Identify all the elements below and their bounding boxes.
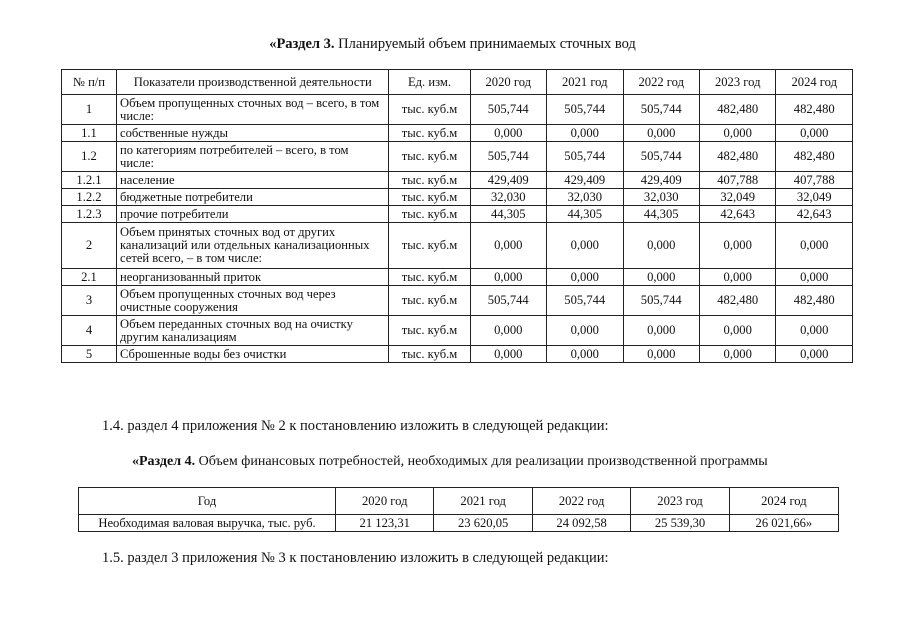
col-header-2021: 2021 год: [547, 70, 623, 95]
row-number: 1.2.1: [62, 172, 117, 189]
table-row: [62, 189, 853, 206]
wastewater-volume-table: [61, 69, 853, 363]
col-header-2022: 2022 год: [532, 488, 630, 515]
financial-needs-table: [78, 487, 839, 532]
section3-title-text: Планируемый объем принимаемых сточных вод: [334, 36, 636, 52]
row-number: 1.2.3: [62, 206, 117, 223]
cell-2024: 42,643: [776, 206, 853, 223]
cell-2022: 0,000: [623, 346, 699, 363]
cell-2022: 24 092,58: [532, 515, 630, 532]
row-unit: тыс. куб.м: [389, 286, 470, 316]
row-unit: тыс. куб.м: [389, 125, 470, 142]
cell-2023: 482,480: [699, 286, 775, 316]
row-indicator: Объем пропущенных сточных вод через очистные сооружения: [116, 286, 388, 316]
cell-2023: 0,000: [699, 269, 775, 286]
cell-2020: 505,744: [470, 142, 546, 172]
cell-2021: 0,000: [547, 316, 623, 346]
col-header-num: № п/п: [62, 70, 117, 95]
row-indicator: Объем пропущенных сточных вод – всего, в том числе:: [116, 95, 388, 125]
col-header-2020: 2020 год: [336, 488, 434, 515]
col-header-2021: 2021 год: [434, 488, 532, 515]
table-row: [62, 286, 853, 316]
cell-2021: 429,409: [547, 172, 623, 189]
section4-title-bold: «Раздел 4.: [132, 454, 196, 469]
col-header-2022: 2022 год: [623, 70, 699, 95]
col-header-year: Год: [79, 488, 336, 515]
section4-title: [132, 454, 768, 470]
row-number: 4: [62, 316, 117, 346]
row-unit: тыс. куб.м: [389, 206, 470, 223]
col-header-indicator: Показатели производственной деятельности: [116, 70, 388, 95]
row-unit: тыс. куб.м: [389, 316, 470, 346]
cell-2021: 0,000: [547, 346, 623, 363]
table-row: [62, 346, 853, 363]
cell-2022: 0,000: [623, 269, 699, 286]
cell-2021: 0,000: [547, 269, 623, 286]
cell-2023: 0,000: [699, 223, 775, 269]
cell-2024: 0,000: [776, 316, 853, 346]
row-unit: тыс. куб.м: [389, 189, 470, 206]
cell-2020: 44,305: [470, 206, 546, 223]
cell-2020: 0,000: [470, 125, 546, 142]
cell-2022: 0,000: [623, 125, 699, 142]
col-header-2023: 2023 год: [631, 488, 729, 515]
row-indicator: собственные нужды: [116, 125, 388, 142]
row-unit: тыс. куб.м: [389, 223, 470, 269]
cell-2022: 0,000: [623, 316, 699, 346]
cell-2022: 44,305: [623, 206, 699, 223]
row-indicator: по категориям потребителей – всего, в том числе:: [116, 142, 388, 172]
cell-2023: 25 539,30: [631, 515, 729, 532]
cell-2024: 32,049: [776, 189, 853, 206]
cell-2022: 505,744: [623, 286, 699, 316]
cell-2023: 32,049: [699, 189, 775, 206]
section4-title-text: Объем финансовых потребностей, необходимых для реализации производственной программы: [195, 454, 768, 469]
col-header-unit: Ед. изм.: [389, 70, 470, 95]
row-number: 5: [62, 346, 117, 363]
cell-2021: 505,744: [547, 142, 623, 172]
table-row: [62, 206, 853, 223]
cell-2024: 482,480: [776, 286, 853, 316]
table-row: [62, 125, 853, 142]
cell-2023: 0,000: [699, 316, 775, 346]
table-row: [62, 95, 853, 125]
cell-2020: 0,000: [470, 269, 546, 286]
table-row: [62, 172, 853, 189]
cell-2024: 482,480: [776, 95, 853, 125]
row-number: 3: [62, 286, 117, 316]
row-indicator: Объем переданных сточных вод на очистку другим канализациям: [116, 316, 388, 346]
cell-2022: 429,409: [623, 172, 699, 189]
cell-2020: 21 123,31: [336, 515, 434, 532]
cell-2020: 505,744: [470, 95, 546, 125]
table-row: [62, 269, 853, 286]
table-row: [62, 142, 853, 172]
cell-2024: 407,788: [776, 172, 853, 189]
row-indicator: Сброшенные воды без очистки: [116, 346, 388, 363]
section3-title: [0, 36, 905, 53]
table-row: [62, 223, 853, 269]
row-number: 1.2.2: [62, 189, 117, 206]
cell-2024: 0,000: [776, 269, 853, 286]
cell-2021: 0,000: [547, 125, 623, 142]
cell-2022: 32,030: [623, 189, 699, 206]
cell-2022: 505,744: [623, 95, 699, 125]
table-header-row: [62, 70, 853, 95]
cell-2024: 482,480: [776, 142, 853, 172]
cell-2023: 0,000: [699, 346, 775, 363]
row-number: 2.1: [62, 269, 117, 286]
row-indicator: бюджетные потребители: [116, 189, 388, 206]
table-header-row: [79, 488, 839, 515]
row-unit: тыс. куб.м: [389, 269, 470, 286]
row-number: 1.1: [62, 125, 117, 142]
cell-2021: 505,744: [547, 95, 623, 125]
col-header-2023: 2023 год: [699, 70, 775, 95]
cell-2020: 0,000: [470, 223, 546, 269]
cell-2024: 0,000: [776, 346, 853, 363]
cell-2020: 0,000: [470, 316, 546, 346]
cell-2020: 505,744: [470, 286, 546, 316]
row-indicator: Объем принятых сточных вод от других канализаций или отдельных канализационных сетей всего, – в том числе:: [116, 223, 388, 269]
row-label-revenue: Необходимая валовая выручка, тыс. руб.: [79, 515, 336, 532]
row-number: 1.2: [62, 142, 117, 172]
row-indicator: неорганизованный приток: [116, 269, 388, 286]
table-row: [79, 515, 839, 532]
row-unit: тыс. куб.м: [389, 142, 470, 172]
section3-title-bold: «Раздел 3.: [269, 36, 335, 52]
col-header-2020: 2020 год: [470, 70, 546, 95]
cell-2021: 0,000: [547, 223, 623, 269]
cell-2024: 0,000: [776, 223, 853, 269]
row-number: 1: [62, 95, 117, 125]
cell-2023: 482,480: [699, 95, 775, 125]
row-number: 2: [62, 223, 117, 269]
row-unit: тыс. куб.м: [389, 172, 470, 189]
cell-2020: 429,409: [470, 172, 546, 189]
wastewater-table-body: [62, 95, 853, 363]
cell-2024: 26 021,66»: [729, 515, 838, 532]
cell-2023: 407,788: [699, 172, 775, 189]
cell-2021: 23 620,05: [434, 515, 532, 532]
cell-2024: 0,000: [776, 125, 853, 142]
table-row: [62, 316, 853, 346]
row-indicator: прочие потребители: [116, 206, 388, 223]
row-unit: тыс. куб.м: [389, 346, 470, 363]
row-unit: тыс. куб.м: [389, 95, 470, 125]
cell-2020: 0,000: [470, 346, 546, 363]
cell-2023: 42,643: [699, 206, 775, 223]
cell-2023: 0,000: [699, 125, 775, 142]
col-header-2024: 2024 год: [776, 70, 853, 95]
cell-2021: 32,030: [547, 189, 623, 206]
cell-2023: 482,480: [699, 142, 775, 172]
cell-2020: 32,030: [470, 189, 546, 206]
col-header-2024: 2024 год: [729, 488, 838, 515]
paragraph-1-4: 1.4. раздел 4 приложения № 2 к постановлению изложить в следующей редакции:: [102, 418, 609, 434]
cell-2022: 0,000: [623, 223, 699, 269]
paragraph-1-5: 1.5. раздел 3 приложения № 3 к постановлению изложить в следующей редакции:: [102, 550, 609, 566]
cell-2022: 505,744: [623, 142, 699, 172]
cell-2021: 505,744: [547, 286, 623, 316]
cell-2021: 44,305: [547, 206, 623, 223]
row-indicator: население: [116, 172, 388, 189]
